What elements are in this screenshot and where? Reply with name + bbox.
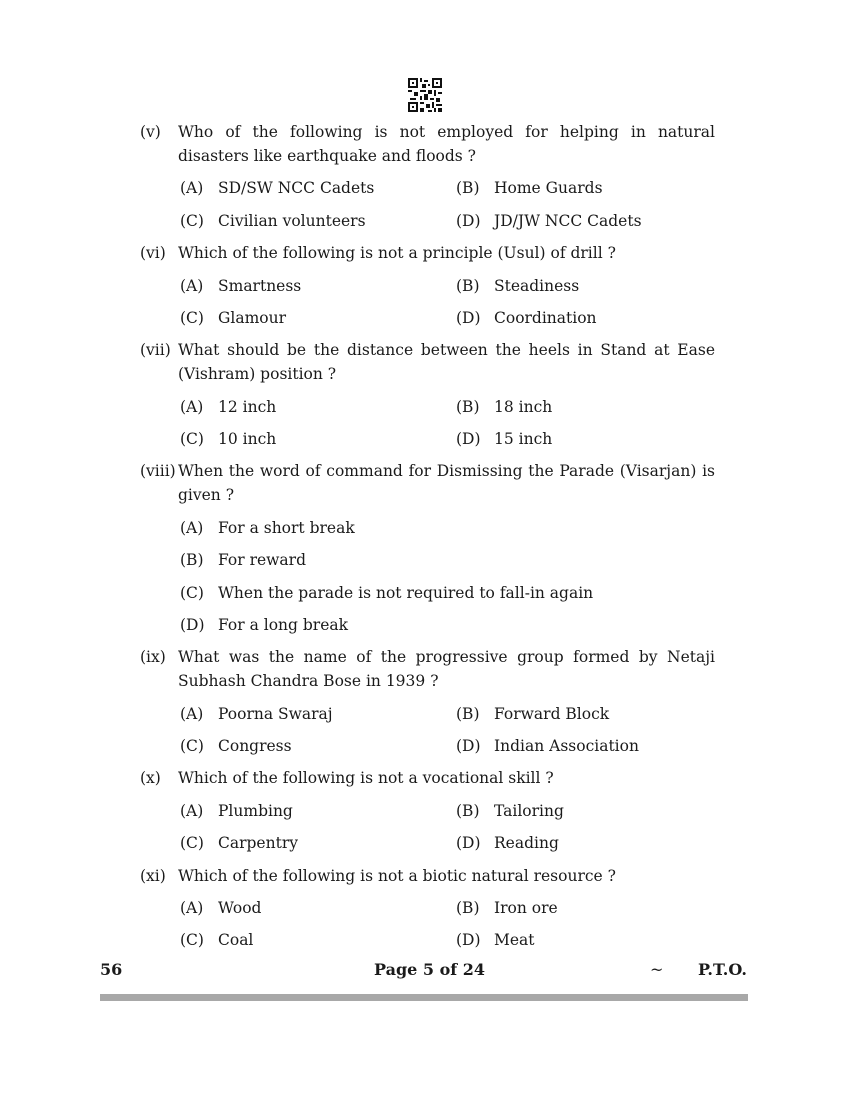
question-text: When the word of command for Dismissing the Parade (Visarjan) is given ? <box>178 462 715 504</box>
footer-rule <box>100 994 748 1001</box>
question-ix <box>140 645 715 693</box>
question-text: Who of the following is not employed for helping in natural disasters like earthquake and floods ? <box>178 123 715 165</box>
question-text: Which of the following is not a vocational skill ? <box>178 769 554 787</box>
question-xi <box>140 864 715 888</box>
question-text: What was the name of the progressive group formed by Netaji Subhash Chandra Bose in 1939 ? <box>178 648 715 690</box>
pto-label: P.T.O. <box>698 960 747 979</box>
question-number: (v) <box>140 123 161 141</box>
question-viii <box>140 459 715 507</box>
exam-page: (v) Who of the following is not employed for helping in natural disasters like earthquake and floods ? (A) SD/SW NCC Cadets (B) Home Guards (C) Civilian volunteers (D) JD/JW NCC Cadets (vi) Which of the following is not a principle (Usul) of drill ? (A) Smartness (B) Steadiness (C) Glamour (D) Coordination (vii) What should be the distance between the heels in Stand at Ease (Vishram) position ? (A) 12 inch (B) 18 inch (C) 10 inch (D) 15 inch (viii) When the word of command for Dismissing the Parade (Visarjan) is given ? (A) For a short break (B) For reward (C) When the parade is not required to fall-in again (D) For a long break (ix) What was the name of the progressive group formed by Netaji Subhash Chandra Bose in 1939 ? (A) Poorna Swaraj (B) Forward Block (C) Congress (D) Indian Association (x) Which of the following is not a vocational skill ? (A) Plumbing (B) Tailoring (C) Carpentry (D) Reading (xi) Which of the following is not a biotic natural resource ? (A) Wood (B) Iron ore (C) Coal (D) Meat 56 Page 5 of 24 ~ P.T.O. <box>0 0 850 1100</box>
question-number: (viii) <box>140 462 176 480</box>
question-number: (xi) <box>140 867 166 885</box>
question-vii <box>140 338 715 386</box>
question-number: (x) <box>140 769 161 787</box>
question-vi <box>140 241 715 265</box>
qr-code-icon <box>408 78 442 112</box>
tilde-mark: ~ <box>650 960 664 979</box>
page-number: Page 5 of 24 <box>374 960 485 979</box>
question-x <box>140 766 715 790</box>
question-text: Which of the following is not a biotic natural resource ? <box>178 867 616 885</box>
question-number: (vii) <box>140 341 171 359</box>
question-number: (vi) <box>140 244 166 262</box>
paper-code: 56 <box>100 960 123 979</box>
question-text: Which of the following is not a principle (Usul) of drill ? <box>178 244 616 262</box>
question-text: What should be the distance between the heels in Stand at Ease (Vishram) position ? <box>178 341 715 383</box>
question-number: (ix) <box>140 648 166 666</box>
question-v <box>140 120 715 168</box>
